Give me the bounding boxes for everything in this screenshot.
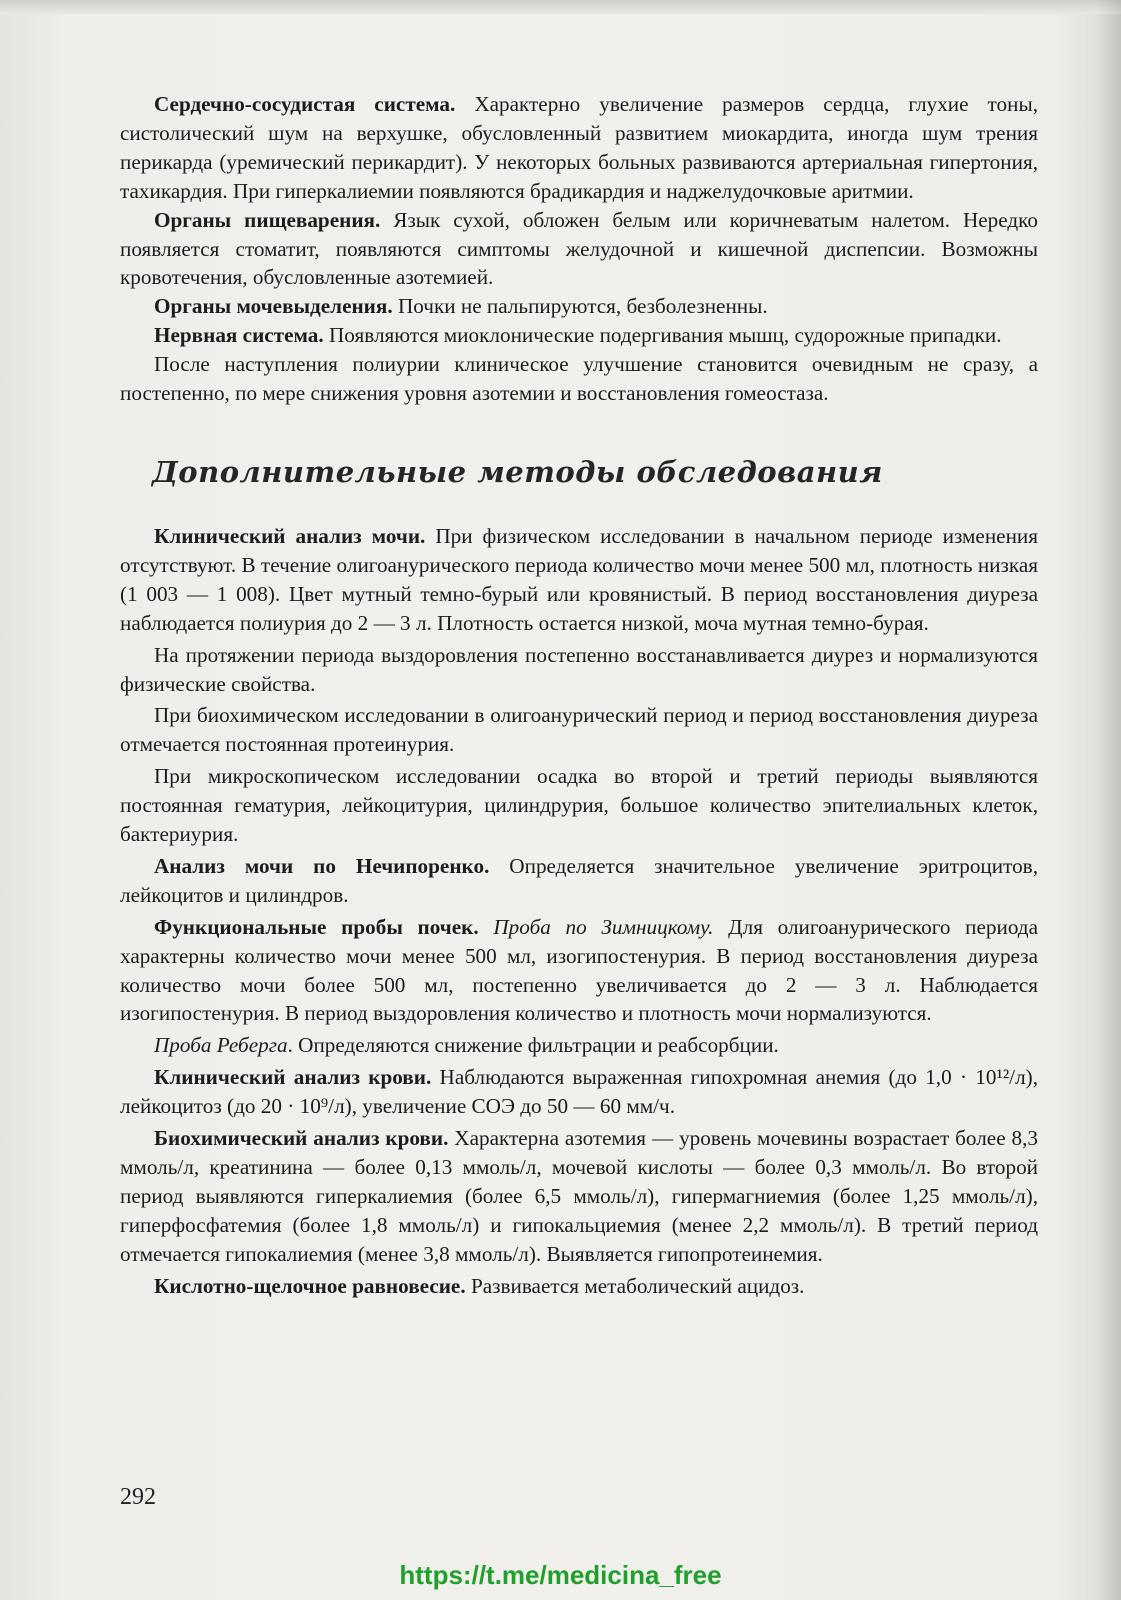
paragraph-text: При физическом исследовании в начальном периоде изменения отсутствуют. В течение олигоанурического периода количество мочи менее 500 мл, плотность низкая (1 003 — 1 008). Цвет мутный темно-бурый или кровянистый. В период восстановления диуреза наблюдается полиурия до 2 — 3 л. Плотность остается низкой, моча мутная темно-бурая. [120,523,1038,635]
document-body [120,90,1038,1301]
paragraph-recovery [120,641,1038,699]
footer-telegram-link[interactable]: https://t.me/medicina_free [399,1560,722,1590]
paragraph-text: После наступления полиурии клиническое улучшение становится очевидным не сразу, а постепенно, по мере снижения уровня азотемии и восстановления гомеостаза. [120,352,1038,406]
paragraph-reberg [120,1031,1038,1060]
page-number: 292 [120,1484,156,1510]
paragraph-lead: Органы пищеварения. [154,207,381,232]
section-heading: Дополнительные методы обследования [152,454,883,489]
paragraph-text: Определяется значительное увеличение эритроцитов, лейкоцитов и цилиндров. [120,853,1038,907]
paragraph-urine-analysis [120,522,1038,638]
paragraph-cardiovascular [120,90,1038,206]
paragraph-lead: Органы мочевыделения. [154,294,393,319]
paragraph-digestive [120,206,1038,293]
paragraph-text: Развивается метаболический ацидоз. [465,1273,805,1298]
paragraph-kidney-tests [120,913,1038,1029]
page-top-edge [0,0,1121,14]
paragraph-blood-biochemistry [120,1124,1038,1269]
paragraph-lead: Анализ мочи по Нечипоренко. [154,853,490,878]
paragraph-microscopic [120,762,1038,849]
paragraph-text: Почки не пальпируются, безболезненны. [392,294,768,319]
paragraph-text: Язык сухой, обложен белым или коричневатым налетом. Нередко появляется стоматит, появляются симптомы желудочной и кишечной диспепсии. Возможны кровотечения, обусловленные азотемией. [120,207,1038,290]
paragraph-acid-base [120,1272,1038,1301]
paragraph-polyuria [120,350,1038,408]
paragraph-text: При микроскопическом исследовании осадка во второй и третий периоды выявляются постоянная гематурия, лейкоцитурия, цилиндрурия, большое количество эпителиальных клеток, бактериурия. [120,764,1038,847]
paragraph-text: Характерна азотемия — уровень мочевины возрастает более 8,3 ммоль/л, креатинина — более 0,13 ммоль/л, мочевой кислоты — более 0,3 ммоль/л. Во второй период выявляются гиперкалиемия (более 6,5 ммоль/л), гипермагниемия (более 1,25 ммоль/л), гиперфосфатемия (более 1,8 ммоль/л) и гипокальциемия (менее 2,2 ммоль/л). В третий период отмечается гипокалиемия (менее 3,8 ммоль/л). Выявляется гипопротеинемия. [120,1126,1038,1266]
paragraph-italic: Проба по Зимницкому. [478,914,714,939]
paragraph-lead: Биохимический анализ крови. [154,1126,449,1151]
paragraph-text: Наблюдаются выраженная гипохромная анемия (до 1,0 · 10¹²/л), лейкоцитоз (до 20 · 10⁹/л), увеличение СОЭ до 50 — 60 мм/ч. [120,1065,1038,1119]
paragraph-text: Характерно увеличение размеров сердца, глухие тоны, систолический шум на верхушке, обусловленный развитием миокардита, иногда шум трения перикарда (уремический перикардит). У некоторых больных развиваются артериальная гипертония, тахикардия. При гиперкалиемии появляются брадикардия и наджелудочковые аритмии. [120,92,1038,203]
paragraph-lead: Кислотно-щелочное равновесие. [154,1273,466,1298]
paragraph-lead: Клинический анализ крови. [154,1065,432,1090]
paragraph-text: . Определяются снижение фильтрации и реабсорбции. [287,1033,779,1058]
paragraph-nechiporenko [120,852,1038,910]
paragraph-text: Появляются миоклонические подергивания мышц, судорожные припадки. [323,323,1002,348]
paragraph-lead: Сердечно-сосудистая система. [154,92,456,116]
paragraph-lead: Клинический анализ мочи. [154,523,426,548]
paragraph-lead: Функциональные пробы почек. [154,914,479,939]
paragraph-italic: Проба Реберга [154,1033,288,1058]
paragraph-text: При биохимическом исследовании в олигоанурический период и период восстановления диуреза отмечается постоянная протеинурия. [120,703,1038,757]
paragraph-blood-analysis [120,1063,1038,1121]
paragraph-biochemical-urine [120,701,1038,759]
paragraph-text: На протяжении периода выздоровления постепенно восстанавливается диурез и нормализуются физические свойства. [120,642,1038,696]
page-right-shadow [1097,0,1121,1600]
paragraph-text: Для олигоанурического периода характерны количество мочи менее 500 мл, изогипостенурия. В период восстановления диуреза количество мочи более 500 мл, постепенно увеличивается до 2 — 3 л. Наблюдается изогипостенурия. В период выздоровления количество и плотность мочи нормализуются. [120,914,1038,1026]
paragraph-lead: Нервная система. [154,323,324,348]
paragraph-nervous [120,321,1038,350]
paragraph-urinary [120,292,1038,321]
